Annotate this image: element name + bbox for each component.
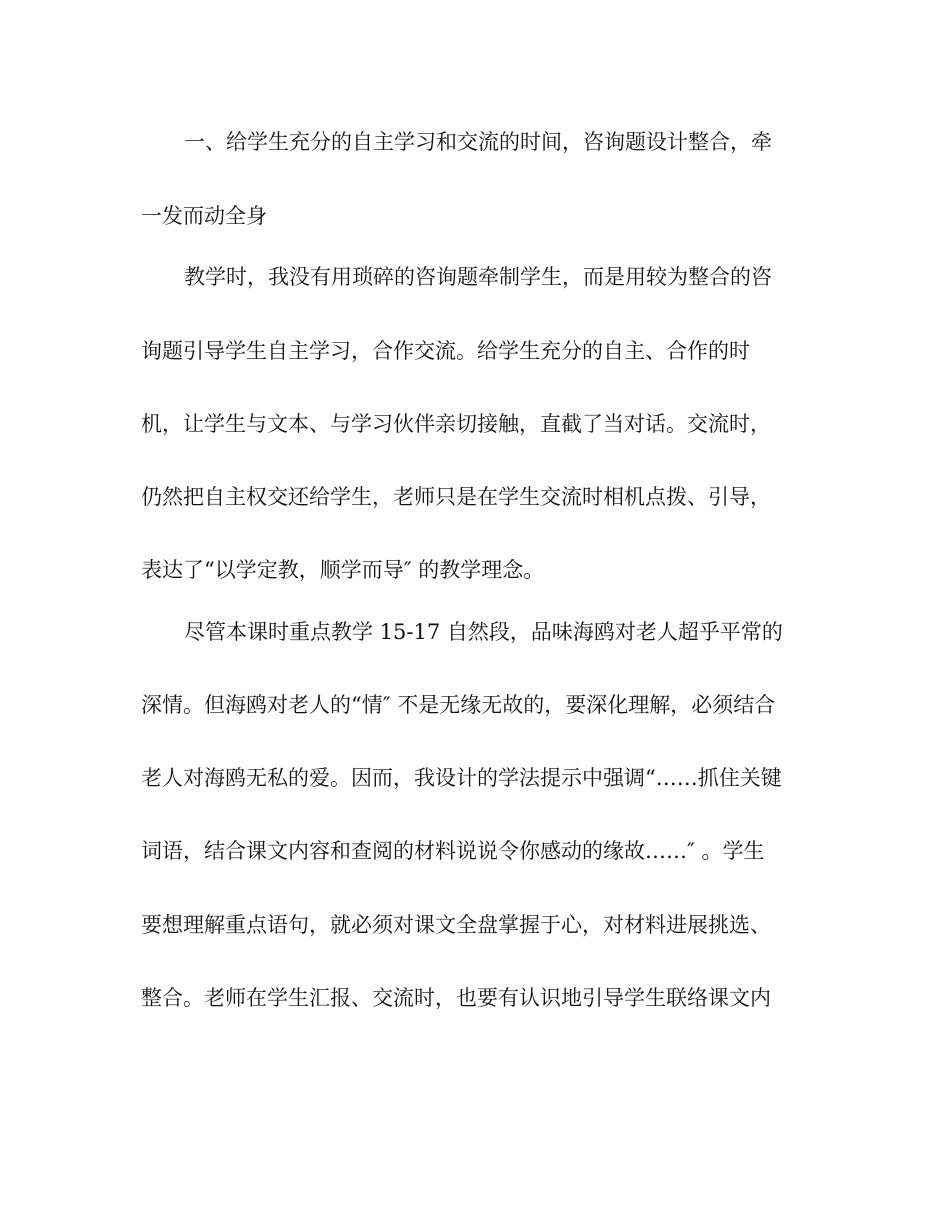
paragraph-1-line-2: 询题引导学生自主学习，合作交流。给学生充分的自主、合作的时 bbox=[141, 339, 750, 363]
heading-line-1: 一、给学生充分的自主学习和交流的时间，咨询题设计整合，牵 bbox=[184, 130, 772, 154]
paragraph-2-line-5: 要想理解重点语句，就必须对课文全盘掌握于心，对材料进展挑选、 bbox=[141, 913, 771, 937]
paragraph-2-line-4: 词语，结合课文内容和查阅的材料说说令你感动的缘故……″ 。学生 bbox=[141, 839, 765, 863]
paragraph-2-line-1: 尽管本课时重点教学 15-17 自然段，品味海鸥对老人超乎平常的 bbox=[184, 620, 783, 644]
paragraph-2-line-3: 老人对海鸥无私的爱。因而，我设计的学法提示中强调“……抓住关键 bbox=[141, 766, 782, 790]
paragraph-2-line-2: 深情。但海鸥对老人的“情″ 不是无缘无故的，要深化理解，必须结合 bbox=[141, 693, 776, 717]
paragraph-1-line-3: 机，让学生与文本、与学习伙伴亲切接触，直截了当对话。交流时， bbox=[141, 412, 771, 436]
paragraph-1-line-1: 教学时，我没有用琐碎的咨询题牵制学生，而是用较为整合的咨 bbox=[184, 265, 772, 289]
paragraph-2-line-6: 整合。老师在学生汇报、交流时，也要有认识地引导学生联络课文内 bbox=[141, 986, 771, 1010]
paragraph-1-line-4: 仍然把自主权交还给学生，老师只是在学生交流时相机点拨、引导， bbox=[141, 485, 771, 509]
paragraph-1-line-5: 表达了“以学定教，顺学而导″ 的教学理念。 bbox=[141, 558, 545, 582]
heading-line-2: 一发而动全身 bbox=[141, 204, 267, 228]
